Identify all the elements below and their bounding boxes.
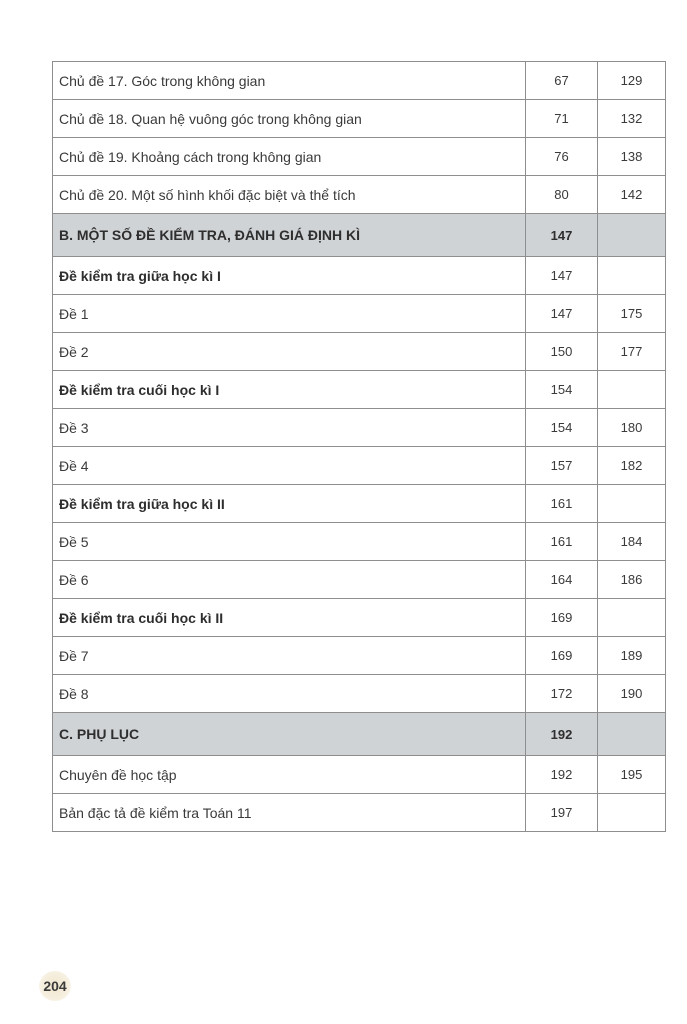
toc-page-primary: 169 [526,599,598,637]
toc-page-primary: 154 [526,371,598,409]
toc-page-secondary: 129 [598,62,666,100]
section-header-row [53,214,666,257]
toc-title: Đề 8 [53,675,526,713]
toc-title: Đề 5 [53,523,526,561]
toc-page-secondary: 190 [598,675,666,713]
toc-page-primary: 161 [526,485,598,523]
toc-page-secondary [598,713,666,756]
toc-page-secondary [598,257,666,295]
toc-page-primary: 147 [526,257,598,295]
table-row [53,100,666,138]
toc-title: Đề 4 [53,447,526,485]
table-row [53,794,666,832]
section-title: B. MỘT SỐ ĐỀ KIỂM TRA, ĐÁNH GIÁ ĐỊNH KÌ [53,214,526,257]
subsection-row [53,599,666,637]
subsection-title: Đề kiểm tra giữa học kì I [53,257,526,295]
section-title: C. PHỤ LỤC [53,713,526,756]
toc-page-primary: 147 [526,295,598,333]
toc-title: Chủ đề 18. Quan hệ vuông góc trong không gian [53,100,526,138]
toc-page-secondary: 195 [598,756,666,794]
toc-page-primary: 150 [526,333,598,371]
toc-page-primary: 157 [526,447,598,485]
table-row [53,675,666,713]
toc-page-secondary [598,599,666,637]
table-row [53,333,666,371]
subsection-title: Đề kiểm tra cuối học kì I [53,371,526,409]
toc-page-primary: 80 [526,176,598,214]
toc-page-primary: 154 [526,409,598,447]
toc-body [53,62,666,832]
toc-page-primary: 164 [526,561,598,599]
toc-page-primary: 192 [526,756,598,794]
section-header-row [53,713,666,756]
subsection-row [53,485,666,523]
toc-page-secondary: 132 [598,100,666,138]
toc-title: Chủ đề 20. Một số hình khối đặc biệt và thể tích [53,176,526,214]
toc-title: Chủ đề 19. Khoảng cách trong không gian [53,138,526,176]
toc-page-secondary [598,214,666,257]
page-number: 204 [39,971,71,1001]
subsection-row [53,371,666,409]
toc-page-secondary: 180 [598,409,666,447]
toc-page-secondary [598,371,666,409]
toc-page-secondary: 184 [598,523,666,561]
toc-page-secondary [598,485,666,523]
toc-page-primary: 76 [526,138,598,176]
toc-page-primary: 197 [526,794,598,832]
subsection-title: Đề kiểm tra giữa học kì II [53,485,526,523]
subsection-row [53,257,666,295]
toc-title: Chủ đề 17. Góc trong không gian [53,62,526,100]
table-row [53,561,666,599]
table-row [53,62,666,100]
table-row [53,176,666,214]
toc-page-primary: 192 [526,713,598,756]
subsection-title: Đề kiểm tra cuối học kì II [53,599,526,637]
table-row [53,756,666,794]
toc-page-secondary [598,794,666,832]
toc-page-secondary: 186 [598,561,666,599]
toc-title: Đề 7 [53,637,526,675]
toc-page-secondary: 177 [598,333,666,371]
toc-page-secondary: 182 [598,447,666,485]
toc-title: Đề 2 [53,333,526,371]
table-row [53,295,666,333]
table-row [53,447,666,485]
toc-page-primary: 67 [526,62,598,100]
table-row [53,523,666,561]
toc-title: Bản đặc tả đề kiểm tra Toán 11 [53,794,526,832]
toc-title: Đề 6 [53,561,526,599]
toc-title: Chuyên đề học tập [53,756,526,794]
toc-page-primary: 147 [526,214,598,257]
table-row [53,637,666,675]
toc-page-primary: 172 [526,675,598,713]
table-of-contents [52,61,666,832]
toc-title: Đề 3 [53,409,526,447]
toc-page-primary: 161 [526,523,598,561]
table-row [53,409,666,447]
toc-page-secondary: 142 [598,176,666,214]
toc-page-secondary: 189 [598,637,666,675]
table-row [53,138,666,176]
toc-page-secondary: 138 [598,138,666,176]
toc-title: Đề 1 [53,295,526,333]
toc-page-primary: 169 [526,637,598,675]
toc-page-secondary: 175 [598,295,666,333]
toc-page-primary: 71 [526,100,598,138]
